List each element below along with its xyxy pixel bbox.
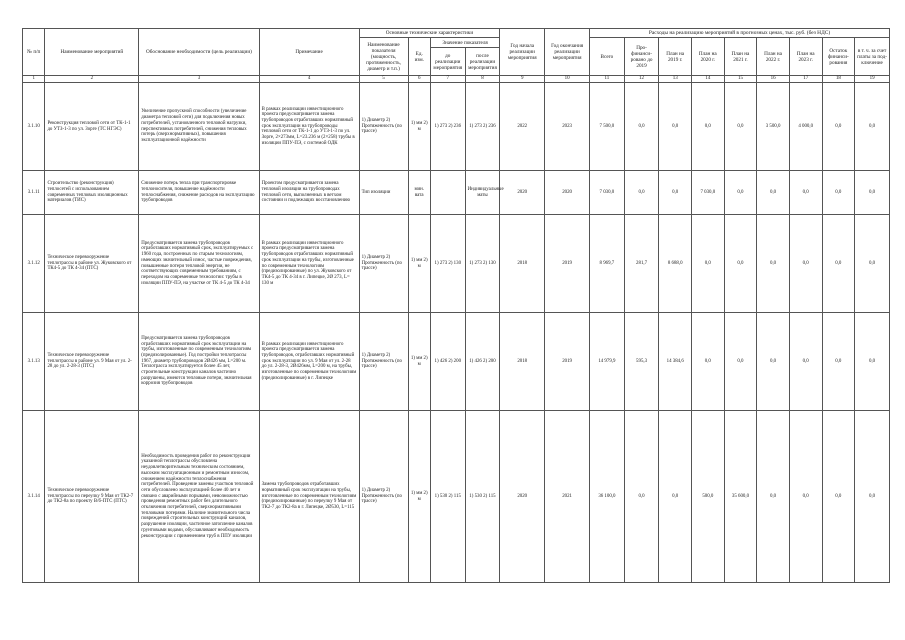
- col-number: 6: [408, 76, 430, 83]
- column-numbers-row: [23, 76, 890, 83]
- row-year-end: 2021: [545, 411, 590, 583]
- row-financed: 0,0: [624, 83, 659, 171]
- row-plan-2020: 500,0: [692, 411, 725, 583]
- row-plan-2022: 0,0: [757, 411, 790, 583]
- row-financed: 281,7: [624, 215, 659, 313]
- col-number: 2: [45, 76, 139, 83]
- row-plan-2020: 0,0: [692, 83, 725, 171]
- header-plan-2023: План на 2023 г.: [789, 38, 822, 76]
- row-plan-2020: 0,0: [692, 215, 725, 313]
- investment-program-page: [22, 28, 890, 583]
- row-total: 36 100,0: [590, 411, 625, 583]
- row-plan-2023: 4 000,0: [789, 83, 822, 171]
- row-year-end: 2023: [545, 83, 590, 171]
- row-financed: 0,0: [624, 411, 659, 583]
- row-plan-2021: 0,0: [724, 171, 757, 215]
- row-incl: 0,0: [855, 215, 890, 313]
- row-incl: 0,0: [855, 313, 890, 411]
- row-number: 3.1.10: [23, 83, 45, 171]
- row-plan-2023: 0,0: [789, 411, 822, 583]
- row-tech-name: 1) Диаметр 2) Протяженность (по трассе): [359, 83, 408, 171]
- row-plan-2022: 0,0: [757, 215, 790, 313]
- header-plan-2021: План на 2021 г.: [724, 38, 757, 76]
- row-remainder: 0,0: [822, 313, 855, 411]
- table-row: [23, 411, 890, 583]
- row-year-end: 2019: [545, 313, 590, 411]
- row-total: 14 979,9: [590, 313, 625, 411]
- table-row: [23, 83, 890, 171]
- row-reason: Предусматривается замена трубопроводов отработавших нормативный срок эксплуатации на трубы, изготовленные по современным технологиям (предизолированные). Год постройки теплотрассы 1967, диаметр трубопроводов 2Ø426 мм, L=200 м. Теплотрасса эксплуатируется более 45 лет, строительные конструкции каналов частично разрушены, имеются тепловые потери, значительная коррозия трубопроводов: [139, 313, 259, 411]
- table-row: [23, 171, 890, 215]
- row-before: 1) 530 2) 115: [430, 411, 465, 583]
- row-total: 7 030,0: [590, 171, 625, 215]
- row-year-start: 2022: [500, 83, 545, 171]
- col-number: 7: [430, 76, 465, 83]
- row-plan-2020: 0,0: [692, 313, 725, 411]
- row-plan-2021: 0,0: [724, 215, 757, 313]
- header-note: Примечание: [259, 29, 359, 76]
- row-unit: мин. вата: [408, 171, 430, 215]
- header-total: Всего: [590, 38, 625, 76]
- table-row: [23, 215, 890, 313]
- header-incl: в т. ч. за счет платы за под-ключение: [855, 38, 890, 76]
- row-before: 1) 273 2) 130: [430, 215, 465, 313]
- header-tech-before: до реализации мероприятия: [430, 48, 465, 76]
- row-plan-2022: 0,0: [757, 171, 790, 215]
- col-number: 11: [590, 76, 625, 83]
- row-year-start: 2018: [500, 313, 545, 411]
- col-number: 4: [259, 76, 359, 83]
- row-plan-2023: 0,0: [789, 313, 822, 411]
- row-incl: 0,0: [855, 171, 890, 215]
- row-number: 3.1.12: [23, 215, 45, 313]
- col-number: 1: [23, 76, 45, 83]
- row-remainder: 0,0: [822, 171, 855, 215]
- header-remainder: Остаток финанси-рования: [822, 38, 855, 76]
- row-number: 3.1.11: [23, 171, 45, 215]
- row-reason: Необходимость проведения работ по реконструкции указанной теплотрассы обусловлена неудовлетворительным техническим состоянием, высоким эксплуатационным и ремонтным износом, снижением надёжности теплоснабжения потребителей. Проведение замены участков тепловой сети обусловлено эксплуатацией более 40 лет и связано с аварийными порывами, невозможностью проведения ремонтных работ без длительного отключения потребителей, сверхнормативными тепловыми потерями. Наличие значительного числа повреждений строительных конструкций каналов, разрушение изоляции, частичное затопление каналов грунтовыми водами, обуславливают необходимость реконструкции с применением труб в ППУ изоляции: [139, 411, 259, 583]
- col-number: 16: [757, 76, 790, 83]
- row-tech-name: 1) Диаметр 2) Протяженность (по трассе): [359, 313, 408, 411]
- table-header: [23, 29, 890, 83]
- row-year-start: 2020: [500, 171, 545, 215]
- row-tech-name: 1) Диаметр 2) Протяженность (по трассе): [359, 411, 408, 583]
- col-number: 17: [789, 76, 822, 83]
- row-name: Техническое перевооружение теплотрассы по переулку 9 Мая от ТК2-7 до ТК2-8а по проекту В/б-ПТС (ПТС): [45, 411, 139, 583]
- col-number: 8: [465, 76, 500, 83]
- row-remainder: 0,0: [822, 411, 855, 583]
- col-number: 9: [500, 76, 545, 83]
- row-year-start: 2018: [500, 215, 545, 313]
- row-name: Техническое перевооружение теплотрассы в районе ул. 9 Мая от ул. 2-28 до ул. 2-28-3 (ПТС): [45, 313, 139, 411]
- row-tech-name: Тип изоляции: [359, 171, 408, 215]
- header-plan-2022: План на 2022 г.: [757, 38, 790, 76]
- col-number: 19: [855, 76, 890, 83]
- header-reason: Обоснование необходимости (цель реализации): [139, 29, 259, 76]
- table-row: [23, 313, 890, 411]
- row-before: 1) 273 2) 236: [430, 83, 465, 171]
- col-number: 14: [692, 76, 725, 83]
- header-tech-group: Основные технические характеристики: [359, 29, 500, 38]
- row-plan-2023: 0,0: [789, 171, 822, 215]
- header-plan-2019: План на 2019 г.: [659, 38, 692, 76]
- header-tech-after: после реализации мероприятия: [465, 48, 500, 76]
- row-after: 1) 273 2) 236: [465, 83, 500, 171]
- header-tech-unit: Ед. изм.: [408, 38, 430, 76]
- col-number: 12: [624, 76, 659, 83]
- row-plan-2021: 35 600,0: [724, 411, 757, 583]
- col-number: 3: [139, 76, 259, 83]
- row-note: В рамках реализации инвестиционного проекта предусматривается замена трубопроводов отработавших нормативный срок эксплуатации на трубопроводы тепловой сети от ТК-1-1 до УТЗ-1-3 по ул. Зорге, 2×273мм, L=23.236 м (2×258) трубы в изоляции ППУ-ПЭ, с системой ОДК: [259, 83, 359, 171]
- row-after: Индивидуальные маты: [465, 171, 500, 215]
- header-expense-group: Расходы на реализацию мероприятий в прогнозных ценах, тыс. руб. (без НДС): [590, 29, 890, 38]
- row-remainder: 0,0: [822, 83, 855, 171]
- header-year-end: Год окончания реализации мероприятия: [545, 29, 590, 76]
- row-plan-2019: 0,0: [659, 83, 692, 171]
- row-plan-2019: 0,0: [659, 171, 692, 215]
- row-unit: 1) мм 2) м: [408, 83, 430, 171]
- col-number: 18: [822, 76, 855, 83]
- row-year-start: 2020: [500, 411, 545, 583]
- row-year-end: 2020: [545, 171, 590, 215]
- row-total: 7 500,0: [590, 83, 625, 171]
- row-plan-2021: 0,0: [724, 83, 757, 171]
- row-unit: 1) мм 2) м: [408, 411, 430, 583]
- row-name: Реконструкция тепловой сети от ТК-1-1 до УТЗ-1-3 по ул. Зорге (ТС НГЭС): [45, 83, 139, 171]
- row-after: 1) 530 2) 115: [465, 411, 500, 583]
- row-incl: 0,0: [855, 83, 890, 171]
- row-note: В рамках реализации инвестиционного проекта предусматривается замена трубопроводов отработавших нормативный срок эксплуатации на трубы, изготовленные по современным технологиям (предизолированные) по ул. Жуковского от ТК4-5 до ТК 4-34 в г. Липецке, 2Ø 273, L= 130 м: [259, 215, 359, 313]
- header-financed: Про-финанси-ровано до 2019: [624, 38, 659, 76]
- row-financed: 0,0: [624, 171, 659, 215]
- col-number: 5: [359, 76, 408, 83]
- row-remainder: 0,0: [822, 215, 855, 313]
- header-tech-name: Наименование показателя (мощность, протяженность, диаметр и т.п.): [359, 38, 408, 76]
- header-plan-2020: План на 2020 г.: [692, 38, 725, 76]
- row-unit: 1) мм 2) м: [408, 215, 430, 313]
- header-tech-values: Значение показателя: [430, 38, 499, 48]
- row-name: Техническое перевооружение теплотрассы в районе ул. Жуковского от ТК4-5 до ТК 4-34 (ПТС): [45, 215, 139, 313]
- row-before: 1) 426 2) 200: [430, 313, 465, 411]
- header-year-start: Год начала реализации мероприятия: [500, 29, 545, 76]
- row-note: В рамках реализации инвестиционного проекта предусматривается замена трубопроводов, отработавших нормативный срок эксплуатации по ул. 9 Мая от ул. 2-28 до ул. 2-28-3, 2Ø426мм, L=200 м, на трубы, изготовленные по современным технологиям (предизолированные) в г. Липецке: [259, 313, 359, 411]
- col-number: 13: [659, 76, 692, 83]
- row-reason: Снижение потерь тепла при транспортировке теплоносителя, повышение надёжности теплоснабжения, снижение расходов на эксплуатацию трубопроводов: [139, 171, 259, 215]
- row-unit: 1) мм 2) м: [408, 313, 430, 411]
- row-plan-2020: 7 030,0: [692, 171, 725, 215]
- row-note: Проектом предусматривается замена тепловой изоляции на трубопроводах тепловой сети, выполненных в ветхом состоянии и подлежащих восстановлению: [259, 171, 359, 215]
- header-no: № п/п: [23, 29, 45, 76]
- row-financed: 595,3: [624, 313, 659, 411]
- row-plan-2023: 0,0: [789, 215, 822, 313]
- row-plan-2019: 0,0: [659, 411, 692, 583]
- row-tech-name: 1) Диаметр 2) Протяженность (по трассе): [359, 215, 408, 313]
- row-number: 3.1.13: [23, 313, 45, 411]
- row-plan-2019: 14 384,6: [659, 313, 692, 411]
- row-plan-2019: 8 688,0: [659, 215, 692, 313]
- row-note: Замена трубопроводов отработавших нормативный срок эксплуатации на трубы, изготовленные по современным технологиям (предизолированные) по переулку 9 Мая от ТК2-7 до ТК2-8а в г. Липецке, 2Ø530, L=115: [259, 411, 359, 583]
- row-number: 3.1.14: [23, 411, 45, 583]
- row-total: 8 969,7: [590, 215, 625, 313]
- col-number: 10: [545, 76, 590, 83]
- row-name: Строительство (реконструкция) теплосетей с использованием современных тепловых изоляционных материалов (ТИС): [45, 171, 139, 215]
- row-after: 1) 273 2) 130: [465, 215, 500, 313]
- header-name: Наименование мероприятий: [45, 29, 139, 76]
- row-after: 1) 426 2) 200: [465, 313, 500, 411]
- row-before: [430, 171, 465, 215]
- col-number: 15: [724, 76, 757, 83]
- row-plan-2022: 3 500,0: [757, 83, 790, 171]
- row-plan-2022: 0,0: [757, 313, 790, 411]
- row-year-end: 2019: [545, 215, 590, 313]
- row-plan-2021: 0,0: [724, 313, 757, 411]
- row-incl: 0,0: [855, 411, 890, 583]
- row-reason: Увеличение пропускной способности (увеличение диаметра тепловой сети) для подключения новых потребителей, установленного тепловой нагрузки, перспективных потребителей, снижения тепловых потерь (сверхнормативных), повышения эксплуатационной надёжности: [139, 83, 259, 171]
- measures-table: [22, 28, 890, 583]
- row-reason: Предусматривается замена трубопроводов отработавших нормативный срок, эксплуатируемых с 1960 года, построенных по старым технологиям, имеющих значительный износ, частые повреждения, повышенные потери тепловой энергии, не соответствующих современным требованиям, с переходом на современные технологии: трубы в изоляции ППУ-ПЭ, на участке от ТК 4-5 до ТК 4-34: [139, 215, 259, 313]
